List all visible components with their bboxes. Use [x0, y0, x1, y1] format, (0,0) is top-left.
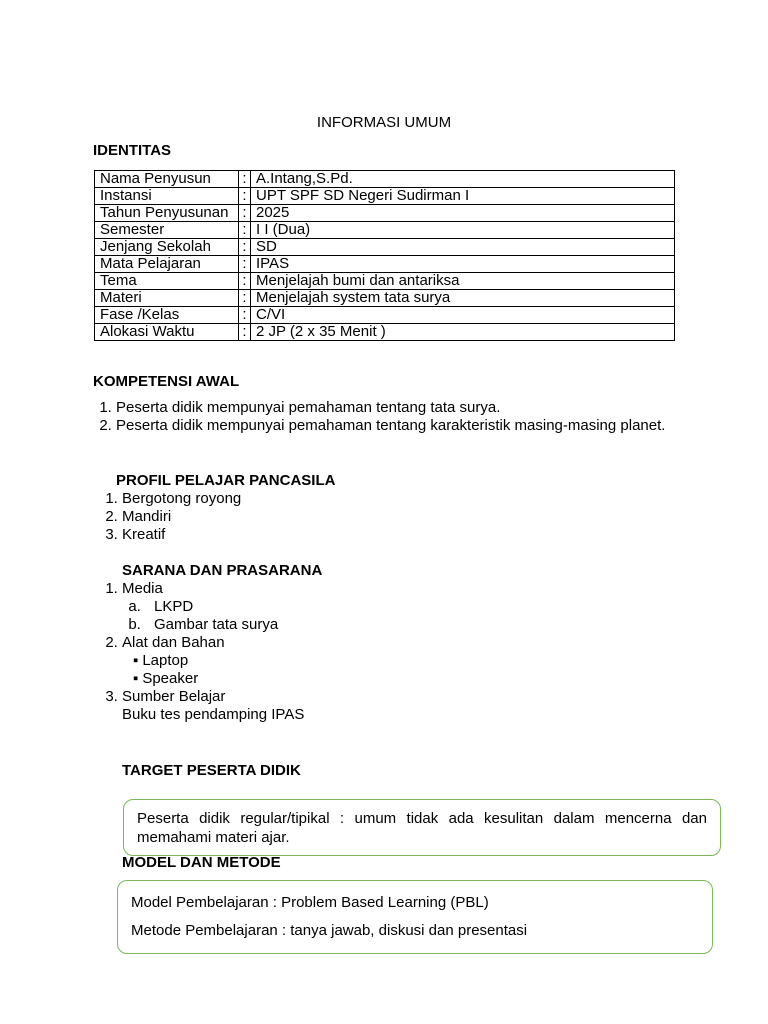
target-heading: TARGET PESERTA DIDIK — [122, 762, 301, 779]
table-row — [95, 290, 675, 307]
identitas-value: I I (Dua) — [251, 222, 675, 239]
table-row — [95, 256, 675, 273]
identitas-label: Jenjang Sekolah — [95, 239, 239, 256]
identitas-heading: IDENTITAS — [93, 142, 172, 159]
model-heading: MODEL DAN METODE — [122, 854, 281, 871]
table-row — [95, 188, 675, 205]
table-row — [95, 273, 675, 290]
alat-label: Alat dan Bahan — [122, 634, 225, 651]
media-list — [122, 598, 304, 634]
identitas-label: Tahun Penyusunan — [95, 205, 239, 222]
sumber-label: Sumber Belajar — [122, 688, 226, 705]
table-row — [95, 239, 675, 256]
sarana-section — [94, 580, 304, 724]
identitas-value: Menjelajah bumi dan antariksa — [251, 273, 675, 290]
table-row — [95, 171, 675, 188]
list-item: 3. Kreatif — [122, 526, 241, 544]
sarana-list — [94, 580, 304, 724]
identitas-separator: : — [239, 324, 251, 341]
profil-section — [94, 490, 241, 544]
table-row — [95, 205, 675, 222]
table-row — [95, 324, 675, 341]
table-row — [95, 307, 675, 324]
identitas-label: Alokasi Waktu — [95, 324, 239, 341]
identitas-separator: : — [239, 205, 251, 222]
table-row — [95, 222, 675, 239]
identitas-label: Nama Penyusun — [95, 171, 239, 188]
identitas-label: Materi — [95, 290, 239, 307]
list-item — [122, 688, 304, 724]
identitas-value: IPAS — [251, 256, 675, 273]
list-item: 1. Peserta didik mempunyai pemahaman tentang tata surya. — [116, 399, 696, 417]
list-item: 1. Bergotong royong — [122, 490, 241, 508]
profil-heading: PROFIL PELAJAR PANCASILA — [116, 472, 336, 489]
identitas-value: C/VI — [251, 307, 675, 324]
list-item: 2. Mandiri — [122, 508, 241, 526]
identitas-separator: : — [239, 273, 251, 290]
identitas-value: SD — [251, 239, 675, 256]
identitas-label: Semester — [95, 222, 239, 239]
list-item: 2. Peserta didik mempunyai pemahaman tentang karakteristik masing-masing planet. — [116, 417, 696, 435]
alat-list — [122, 652, 304, 688]
identitas-value: Menjelajah system tata surya — [251, 290, 675, 307]
target-text: Peserta didik regular/tipikal : umum tidak ada kesulitan dalam mencerna dan memahami materi ajar. — [137, 810, 707, 846]
identitas-separator: : — [239, 256, 251, 273]
list-item: b. Gambar tata surya — [145, 616, 304, 634]
identitas-table — [94, 170, 675, 341]
list-item: ▪ Laptop — [133, 652, 304, 670]
identitas-value: A.Intang,S.Pd. — [251, 171, 675, 188]
identitas-label: Mata Pelajaran — [95, 256, 239, 273]
model-box — [117, 880, 713, 954]
sarana-heading: SARANA DAN PRASARANA — [122, 562, 323, 579]
list-item: ▪ Speaker — [133, 670, 304, 688]
list-item: a. LKPD — [145, 598, 304, 616]
list-item — [122, 634, 304, 688]
identitas-value: 2 JP (2 x 35 Menit ) — [251, 324, 675, 341]
identitas-separator: : — [239, 239, 251, 256]
profil-list — [94, 490, 241, 544]
target-box — [123, 799, 721, 856]
model-line: Model Pembelajaran : Problem Based Learning (PBL) — [131, 894, 489, 911]
identitas-label: Instansi — [95, 188, 239, 205]
page-title: INFORMASI UMUM — [316, 114, 452, 131]
list-item — [122, 580, 304, 634]
sumber-text: Buku tes pendamping IPAS — [122, 706, 305, 723]
kompetensi-list — [94, 399, 696, 435]
identitas-value: UPT SPF SD Negeri Sudirman I — [251, 188, 675, 205]
kompetensi-heading: KOMPETENSI AWAL — [93, 373, 240, 390]
identitas-separator: : — [239, 307, 251, 324]
identitas-label: Tema — [95, 273, 239, 290]
identitas-separator: : — [239, 188, 251, 205]
media-label: Media — [122, 580, 163, 597]
metode-line: Metode Pembelajaran : tanya jawab, diskusi dan presentasi — [131, 922, 528, 939]
identitas-separator: : — [239, 222, 251, 239]
identitas-separator: : — [239, 171, 251, 188]
identitas-label: Fase /Kelas — [95, 307, 239, 324]
identitas-separator: : — [239, 290, 251, 307]
identitas-value: 2025 — [251, 205, 675, 222]
